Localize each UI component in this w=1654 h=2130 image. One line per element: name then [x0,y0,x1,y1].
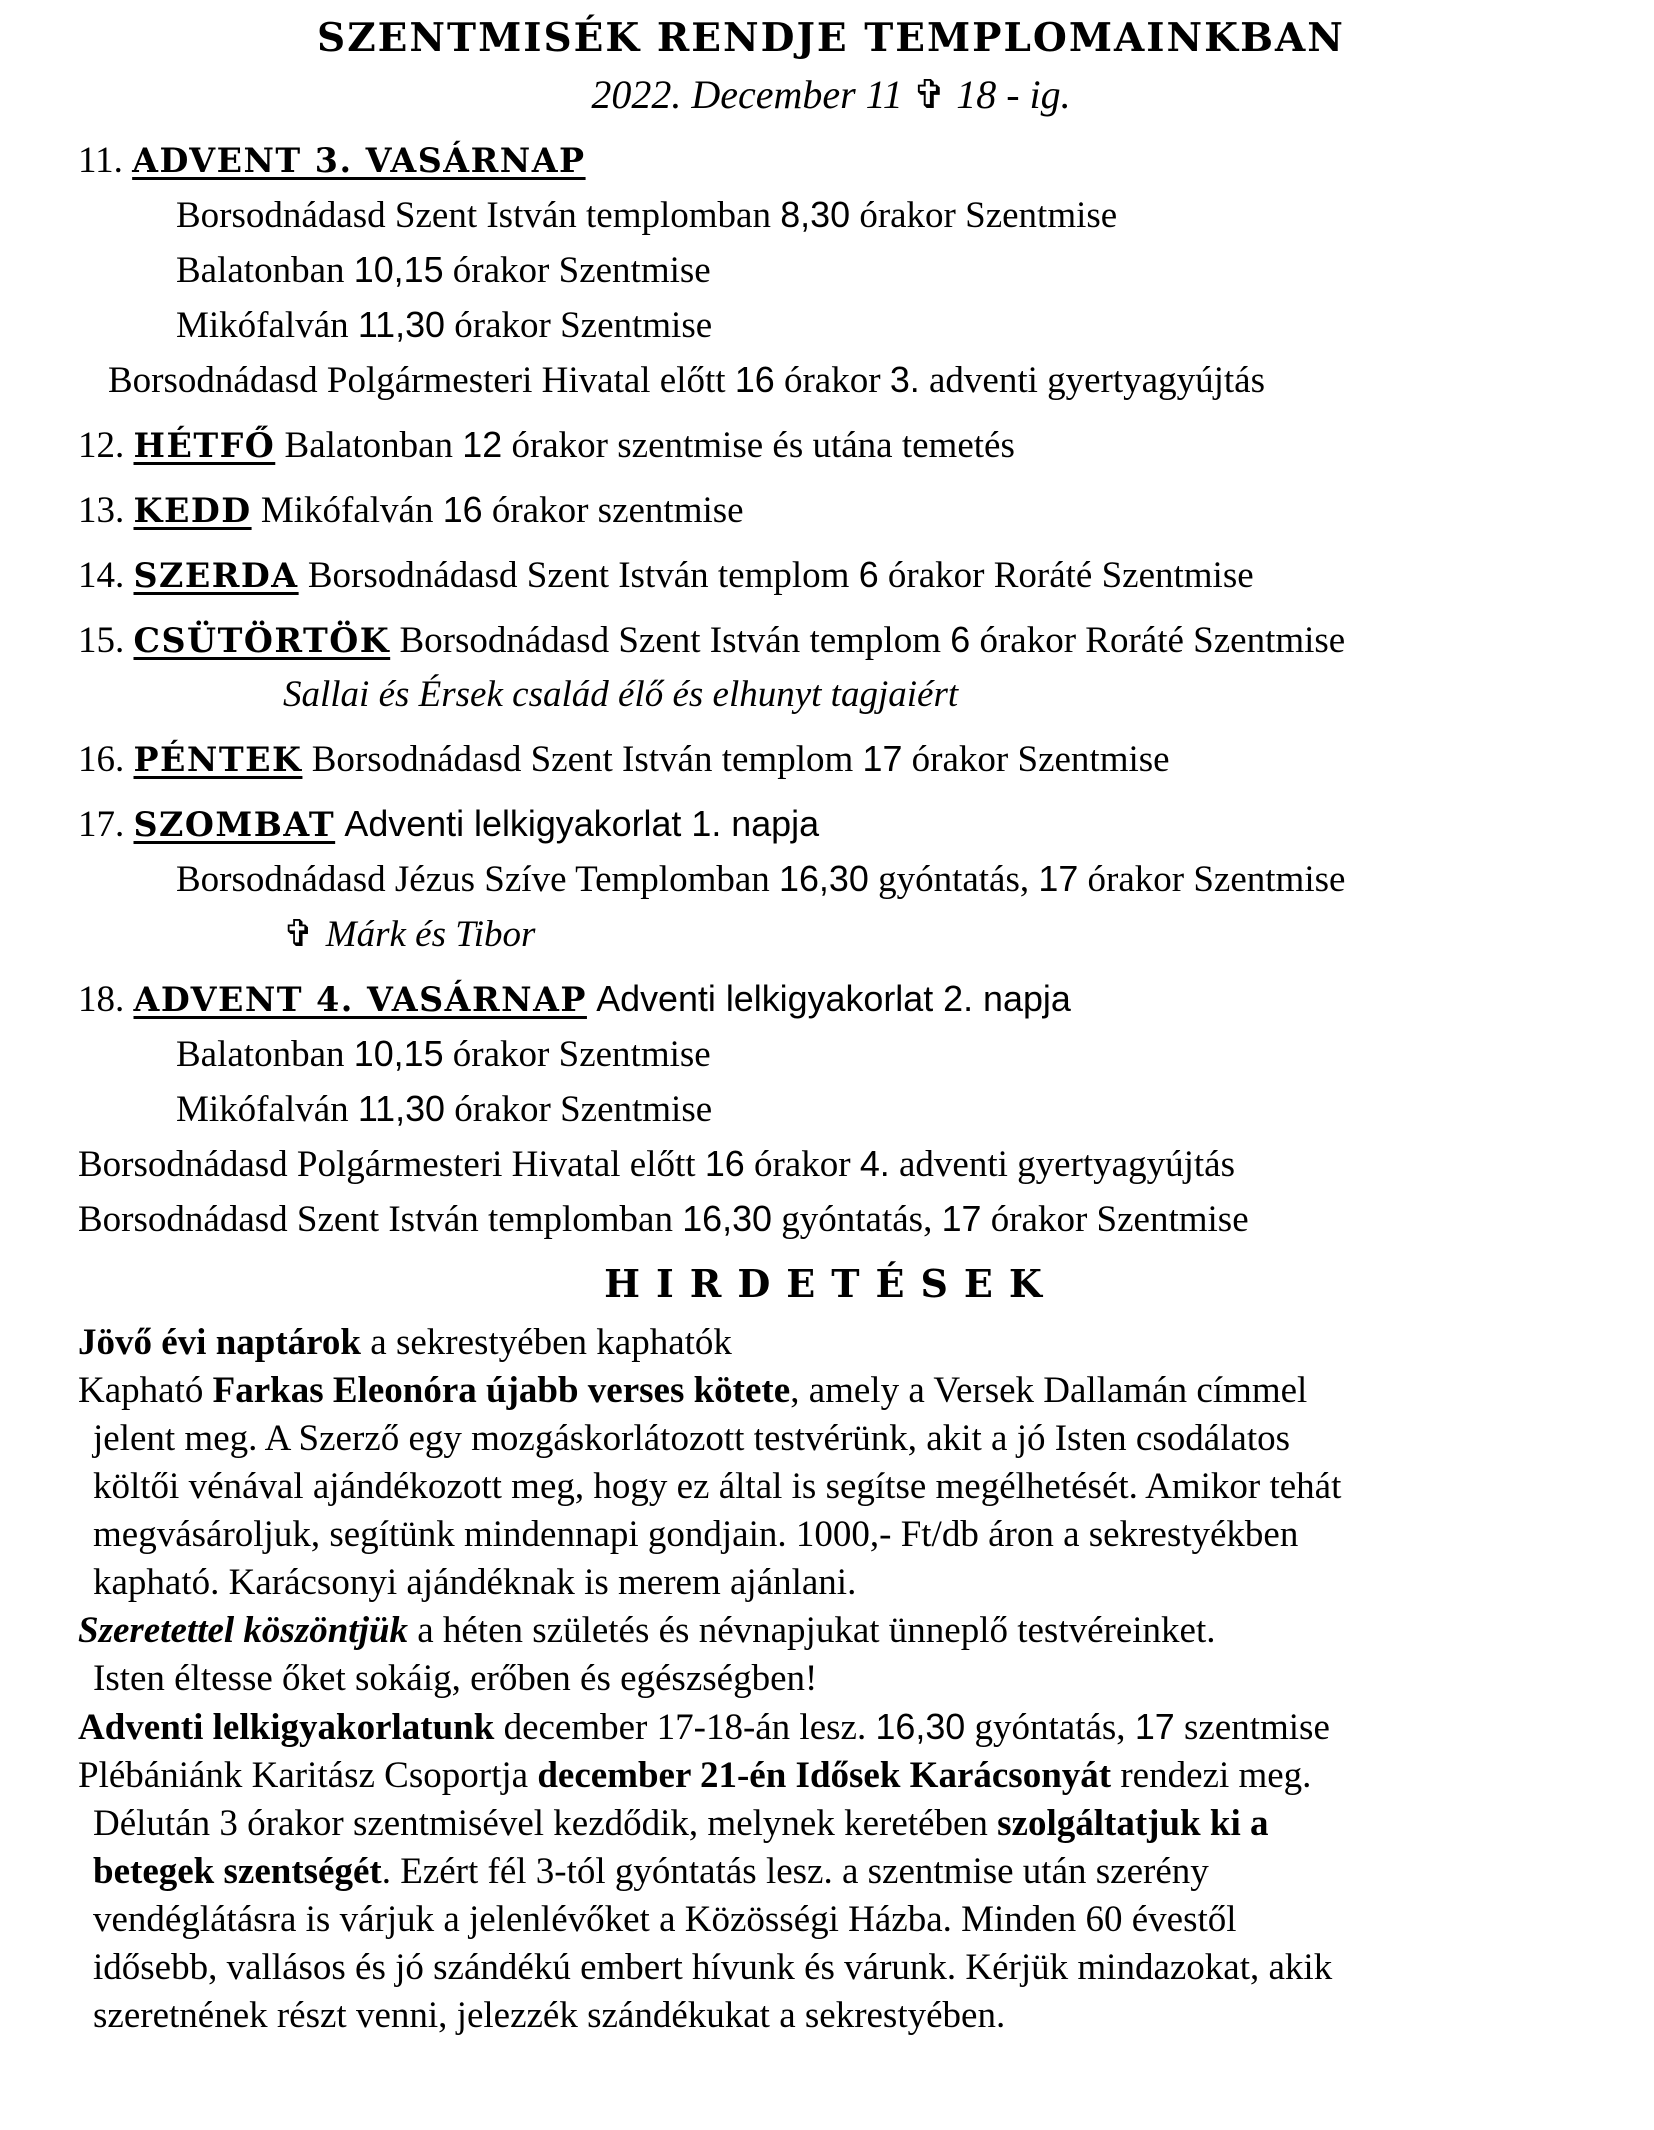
announcement-line [78,1896,1624,1944]
text-segment: megvásároljuk, segítünk mindennapi gondjain. 1000,- Ft/db áron a sekrestyékben [93,1514,1299,1555]
text-segment: kapható. Karácsonyi ajándéknak is merem ajánlani. [93,1562,857,1603]
text-segment: órakor Szentmise [445,305,713,346]
text-segment: Mikófalván [176,1089,358,1130]
text-segment: Borsodnádasd Szent István templomban [176,195,781,236]
text-segment-fancy-u: ADVENT 4. VASÁRNAP [133,980,587,1019]
text-segment-sans: 16,30 [875,1707,966,1747]
text-segment-b: szolgáltatjuk ki a [997,1803,1269,1844]
text-segment: Borsodnádasd Polgármesteri Hivatal előtt [78,1144,705,1185]
text-segment-bi: Szeretettel köszöntjük [78,1610,408,1651]
text-segment: gyóntatás, [868,859,1039,900]
schedule-subline [78,188,1624,243]
announcement-line [78,1463,1624,1511]
text-segment: órakor Szentmise [1078,859,1346,900]
text-segment-num: 13. [78,490,134,531]
schedule-subline [78,1027,1624,1082]
mass-intention [78,668,1624,722]
text-segment-b: Jövő évi naptárok [78,1322,362,1363]
announcements-heading: HIRDETÉSEK [604,1261,1058,1306]
announcement-line [78,1415,1624,1463]
text-segment: Isten éltesse őket sokáig, erőben és egészségben! [93,1658,818,1699]
text-segment: Borsodnádasd Polgármesteri Hivatal előtt [108,360,735,401]
announcement-line [78,1607,1624,1655]
text-segment: december 17-18-án lesz. [494,1707,876,1748]
schedule-entry [78,134,1624,188]
text-segment-fancy-u: CSÜTÖRTÖK [133,621,391,660]
announcement-line [78,1559,1624,1607]
text-segment: Borsodnádasd Jézus Szíve Templomban [176,859,780,900]
text-segment-sans: 11,30 [357,305,445,345]
announcement-line [78,1703,1624,1752]
schedule-subline [78,298,1624,353]
text-segment: a sekrestyében kaphatók [361,1322,732,1363]
cross-icon: ✞ [283,912,326,955]
document-title: SZENTMISÉK RENDJE TEMPLOMAINKBAN [317,15,1345,61]
text-segment-i: Sallai és Érsek család élő és elhunyt tagjaiért [283,674,959,715]
text-segment: jelent meg. A Szerző egy mozgáskorlátozott testvérünk, akit a jó Isten csodálatos [93,1418,1291,1459]
schedule-subline [78,353,1624,408]
text-segment-sans: 3. [889,360,920,400]
subtitle-date-end: 18 - ig. [946,72,1071,117]
announcement-line [78,1944,1624,1992]
text-segment: órakor Szentmise [902,739,1170,780]
text-segment: gyóntatás, [965,1707,1135,1748]
text-segment-sans: 17 [941,1199,982,1239]
text-segment: . Ezért fél 3-tól gyóntatás lesz. a szentmise után szerény [381,1851,1209,1892]
text-segment-sans: 10,15 [353,250,444,290]
text-segment-sans: 17 [862,739,903,779]
text-segment-sans: 4. [859,1144,890,1184]
text-segment: órakor szentmise és utána temetés [502,425,1015,466]
text-segment: Balatonban [176,1034,354,1075]
schedule-subline [78,1137,1624,1192]
text-segment-b: Farkas Eleonóra újabb verses kötete [212,1370,791,1411]
text-segment-sans: Adventi lelkigyakorlat 2. napja [596,979,1071,1019]
schedule-entry [78,418,1624,473]
schedule-entry [78,732,1624,787]
text-segment: órakor [774,360,890,401]
text-segment: Balatonban [275,425,463,466]
announcement-line [78,1992,1624,2040]
text-segment-b: Adventi lelkigyakorlatunk [78,1707,495,1748]
text-segment: Délután 3 órakor szentmisével kezdődik, melynek keretében [93,1803,998,1844]
text-segment-fancy-u: SZERDA [133,556,299,595]
text-segment: Mikófalván [176,305,358,346]
text-segment-sans: 17 [1038,859,1079,899]
text-segment-b: december 21-én Idősek Karácsonyát [537,1755,1112,1796]
announcement-line [78,1511,1624,1559]
text-segment: , amely a Versek Dallamán címmel [790,1370,1308,1411]
text-segment-fancy-u: HÉTFŐ [133,426,276,465]
text-segment: szentmise [1174,1707,1330,1748]
mass-schedule-list [78,134,1624,1247]
text-segment-num: 15. [78,620,134,661]
text-segment-num: 17. [78,804,134,845]
text-segment: adventi gyertyagyújtás [919,360,1265,401]
schedule-subline [78,1082,1624,1137]
announcement-line [78,1319,1624,1367]
text-segment-num: 12. [78,425,134,466]
announcements-list [78,1319,1624,2040]
text-segment: órakor [744,1144,860,1185]
schedule-subline [78,852,1624,907]
mass-intention [78,907,1624,962]
text-segment-sans: 8,30 [780,195,851,235]
text-segment-sans: 11,30 [357,1089,445,1129]
text-segment: Plébániánk Karitász Csoportja [78,1755,538,1796]
text-segment-sans: 16,30 [682,1199,773,1239]
text-segment-sans: 10,15 [353,1034,444,1074]
announcement-line [78,1655,1624,1703]
text-segment: idősebb, vallásos és jó szándékú embert hívunk és várunk. Kérjük mindazokat, akik [93,1947,1333,1988]
text-segment-sans: 16 [704,1144,745,1184]
text-segment: a héten születés és névnapjukat ünneplő testvéreinket. [407,1610,1216,1651]
schedule-entry [78,797,1624,852]
text-segment: Mikófalván [251,490,443,531]
announcement-line [78,1848,1624,1896]
text-segment-num: 11. [78,140,133,181]
text-segment: Balatonban [176,250,354,291]
schedule-entry [78,613,1624,668]
text-segment-sans: Adventi lelkigyakorlat 1. napja [344,804,820,844]
schedule-entry [78,548,1624,603]
text-segment: Borsodnádasd Szent István templomban [78,1199,683,1240]
text-segment-sans: 6 [858,555,879,595]
text-segment-fancy-u: KEDD [133,491,252,530]
text-segment-sans: 6 [950,620,971,660]
text-segment: órakor Szentmise [443,250,711,291]
text-segment-fancy-u: SZOMBAT [133,805,336,844]
schedule-entry [78,972,1624,1027]
text-segment: órakor Roráté Szentmise [878,555,1254,596]
text-segment: órakor szentmise [482,490,744,531]
text-segment: költői vénával ajándékozott meg, hogy ez által is segítse megélhetését. Amikor tehát [93,1466,1342,1507]
text-segment-sans: 12 [462,425,503,465]
text-segment-sans: 16,30 [779,859,869,899]
cross-icon: ✞ [912,72,947,118]
text-segment: adventi gyertyagyújtás [889,1144,1235,1185]
subtitle-date-start: 2022. December 11 [591,72,913,117]
text-segment: Borsodnádasd Szent István templom [390,620,951,661]
announcement-line [78,1752,1624,1800]
schedule-subline [78,243,1624,298]
text-segment [587,979,596,1020]
text-segment: órakor Szentmise [445,1089,713,1130]
text-segment: órakor Szentmise [981,1199,1249,1240]
text-segment: órakor Roráté Szentmise [970,620,1346,661]
text-segment: órakor Szentmise [443,1034,711,1075]
text-segment: vendéglátásra is várjuk a jelenlévőket a Közösségi Házba. Minden 60 évestől [93,1899,1237,1940]
schedule-subline [78,1192,1624,1247]
text-segment: gyóntatás, [772,1199,942,1240]
text-segment-sans: 16 [734,360,775,400]
text-segment-i: Márk és Tibor [325,914,536,955]
text-segment: rendezi meg. [1111,1755,1312,1796]
announcement-line [78,1800,1624,1848]
text-segment-b: betegek szentségét [93,1851,382,1892]
text-segment-sans: 17 [1134,1707,1175,1747]
announcement-line [78,1367,1624,1415]
document-subtitle [78,66,1584,124]
text-segment-sans: 16 [442,490,483,530]
text-segment-fancy-u: PÉNTEK [133,740,303,779]
text-segment-num: 16. [78,739,134,780]
text-segment: Borsodnádasd Szent István templom [302,739,863,780]
text-segment: Kapható [78,1370,213,1411]
text-segment-num: 14. [78,555,134,596]
text-segment: Borsodnádasd Szent István templom [298,555,859,596]
text-segment-fancy-u: ADVENT 3. VASÁRNAP [132,141,586,180]
text-segment-num: 18. [78,979,134,1020]
schedule-entry [78,483,1624,538]
text-segment: szeretnének részt venni, jelezzék szándékukat a sekrestyében. [93,1995,1006,2036]
text-segment: órakor Szentmise [850,195,1118,236]
